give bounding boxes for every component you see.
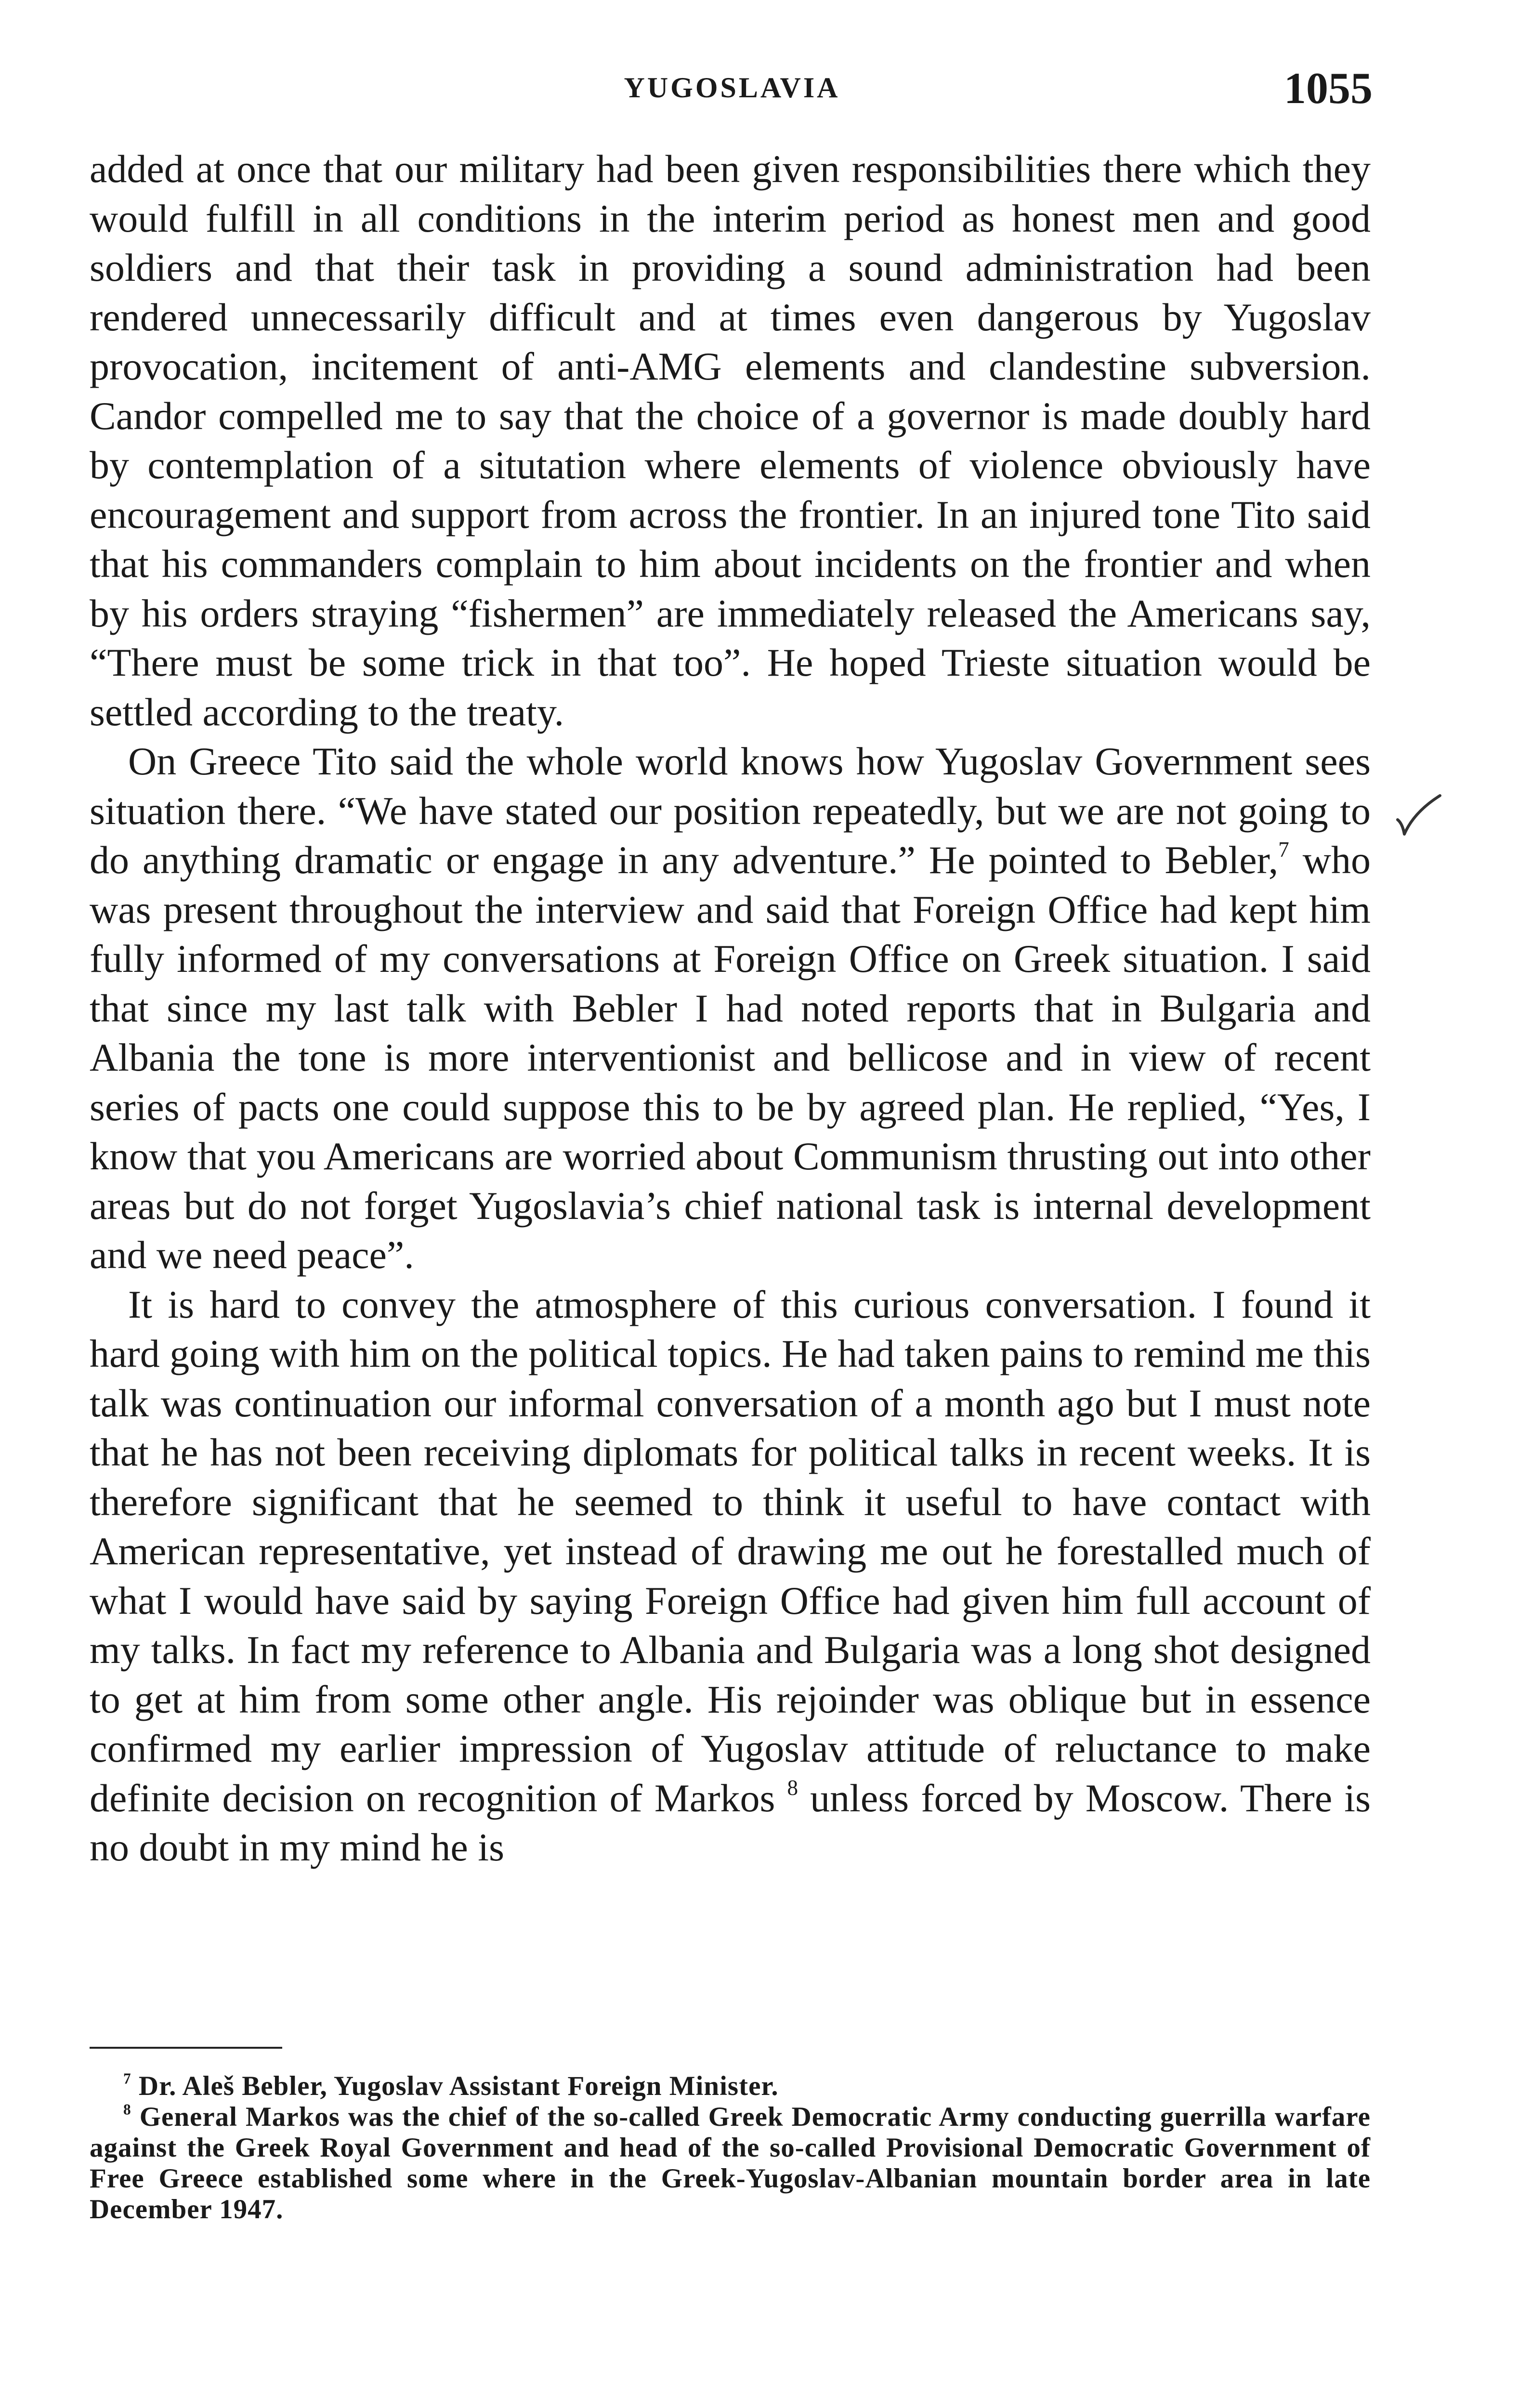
footnote-ref-8: 8 — [787, 1775, 798, 1800]
paragraph-1 — [90, 144, 1371, 737]
paragraph-3-text-start: It is hard to convey the atmosphere of this curious conversation. I found it hard going with him on the political topics. He had taken pains to remind me this talk was continuation our informal conversation of a month ago but I must note that he has not been receiving diplomats for political talks in recent weeks. It is therefore significant that he seemed to think it useful to have contact with American representative, yet instead of drawing me out he forestalled much of what I would have said by saying Foreign Office had given him full account of my talks. In fact my reference to Albania and Bulgaria was a long shot designed to get at him from some other angle. His rejoinder was oblique but in essence confirmed my earlier impression of Yugoslav attitude of reluctance to make definite decision on recognition of Markos — [90, 1282, 1371, 1820]
paragraph-3-text-end: unless forced by Moscow. There is no doubt in my mind he is — [90, 1776, 1371, 1869]
paragraph-3 — [90, 1280, 1371, 1872]
body-text — [90, 144, 1371, 1872]
footnote-7-text: Dr. Aleš Bebler, Yugoslav Assistant Foreign Minister. — [131, 2071, 779, 2101]
paragraph-2-text-start: On Greece Tito said the whole world knows how Yugoslav Government sees situation there. “We have stated our position repeatedly, but we are not going to do anything dramatic or engage in any adventure.” He pointed to Bebler, — [90, 739, 1371, 882]
page-number: 1055 — [1284, 64, 1373, 113]
paragraph-2 — [90, 737, 1371, 1280]
paragraph-2-text-end: who was present throughout the interview and said that Foreign Office had kept him fully informed of my conversations at Foreign Office on Greek situation. I said that since my last talk with Bebler I had noted reports that in Bulgaria and Albania the tone is more interventionist and bellicose and in view of recent series of pacts one could suppose this to be by agreed plan. He replied, “Yes, I know that you Americans are worried about Communism thrusting out into other areas but do not forget Yugoslavia’s chief national task is internal development and we need peace”. — [90, 838, 1371, 1277]
footnote-marker-8: 8 — [123, 2101, 131, 2118]
footnote-marker-7: 7 — [123, 2070, 131, 2087]
running-head — [92, 63, 1373, 116]
footnote-7 — [90, 2071, 1371, 2102]
paragraph-1-text: added at once that our military had been given responsibilities there which they would fulfill in all conditions in the interim period as honest men and good soldiers and that their task in providing a sound administration had been rendered unnecessarily difficult and at times even dangerous by Yugoslav provocation, incitement of anti-AMG elements and clandestine subversion. Candor compelled me to say that the choice of a governor is made doubly hard by contemplation of a situtation where elements of violence obviously have encouragement and support from across the frontier. In an injured tone Tito said that his commanders complain to him about incidents on the frontier and when by his orders straying “fishermen” are immediately released the Americans say, “There must be some trick in that too”. He hoped Trieste situation would be settled according to the treaty. — [90, 147, 1371, 734]
footnote-rule — [90, 2047, 282, 2049]
footnote-ref-7: 7 — [1278, 838, 1289, 862]
footnote-8-text: General Markos was the chief of the so-called Greek Democratic Army conducting guerrilla warfare against the Greek Royal Government and head of the so-called Provisional Democratic Government of Free Greece established some where in the Greek-Yugoslav-Albanian mountain border area in late December 1947. — [90, 2102, 1371, 2225]
check-mark-icon — [1392, 790, 1445, 843]
footnote-8 — [90, 2102, 1371, 2225]
running-title: YUGOSLAVIA — [624, 72, 840, 104]
footnotes — [90, 2071, 1371, 2225]
